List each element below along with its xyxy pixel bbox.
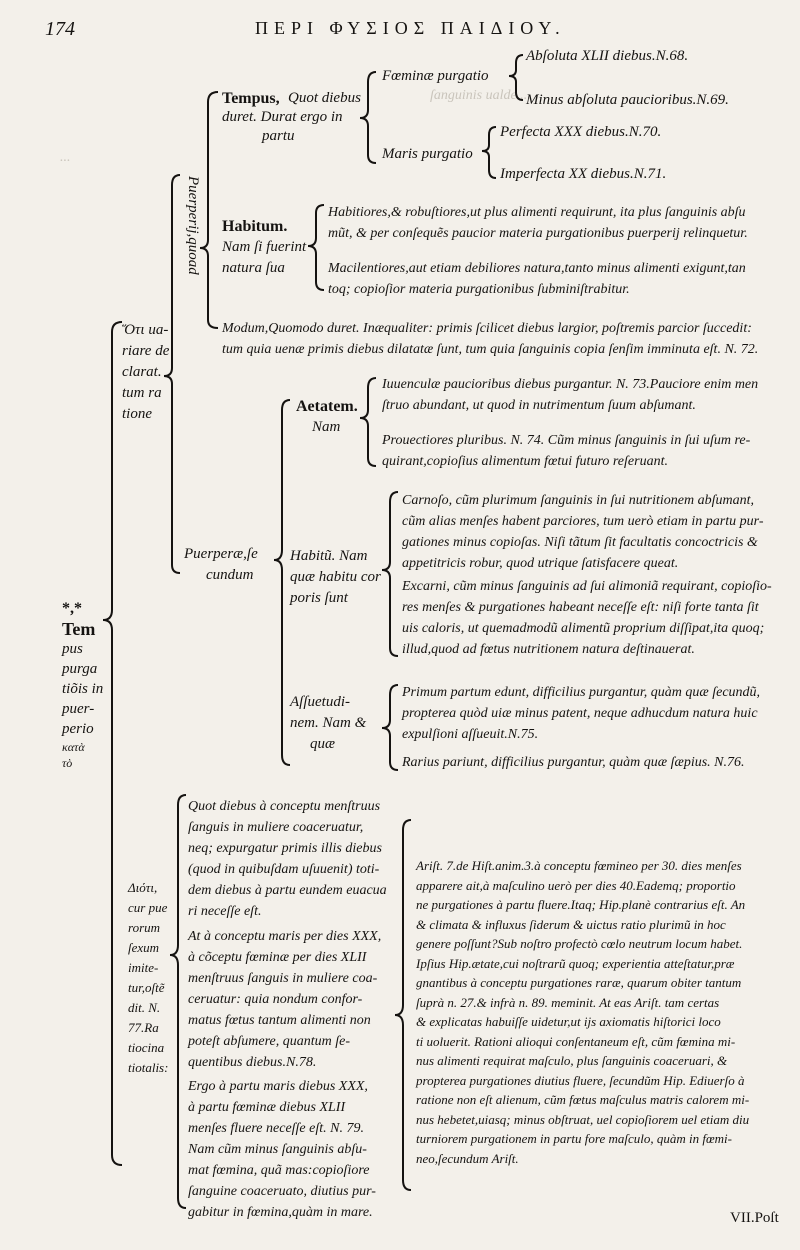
root-line: tiõis in	[62, 681, 104, 697]
macilentiores-entry	[328, 258, 746, 300]
dioti-line: 77.Ra	[128, 1020, 159, 1035]
prouectiores-entry	[382, 430, 750, 472]
entry-line: ſtruo abundant, ut quod in nutrimentum ſuum abſumant.	[382, 398, 696, 413]
entry-line: Ipſius Hip.ætate,cui noſtrarũ quoq; experientia atteſtatur,præ	[416, 955, 735, 971]
entry-line: menſtruus ſanguis in muliere coa-	[188, 971, 378, 986]
entry-line: gabitur in fœmina,quàm in mare.	[188, 1205, 373, 1220]
dioti-line: tiocina	[128, 1040, 165, 1055]
puerperae-node	[184, 544, 258, 586]
entry-line: Prouectiores pluribus. N. 74. Cũm minus ſanguinis in ſui uſum re-	[382, 433, 751, 448]
assuetudinem-line: nem. Nam &	[290, 715, 367, 731]
entry-line: tum quia uenæ primis diebus dilatatæ ſunt, tum quia ſanguinis copia ſenſim imminuta eſt. N. 72.	[222, 342, 759, 357]
entry-line: nus alimenti requirat maſculo, plus ſanguinis coaceruari, &	[416, 1053, 728, 1068]
habitu-line: Habitũ. Nam	[290, 548, 368, 564]
tempus-line: Quot diebus	[288, 90, 361, 106]
entry-line: ceruatur: quia nondum confor-	[188, 992, 363, 1007]
entry-line: gnantibus à conceptu purgationes raræ, quarum obiter tantum	[416, 975, 742, 990]
entry-line: & explicatas habuiſſe uidetur,ut ijs axiomatis hiſtorici loco	[416, 1014, 721, 1029]
dioti-node	[128, 878, 168, 1078]
entry-line: & climata & influxus ſiderum & uictus ratio plurimũ in hoc	[416, 916, 726, 932]
entry-line: à cõceptu fœminæ per dies XLII	[188, 950, 367, 965]
entry-line: At à conceptu maris per dies XXX,	[188, 929, 382, 944]
assuetudinem-line: Aſſuetudi-	[290, 694, 350, 710]
entry-line: mũt, & per conſequẽs paucior materia purgationibus puerperij relinquetur.	[328, 226, 748, 241]
excarni-entry	[402, 576, 772, 660]
habitu-line: poris ſunt	[290, 590, 348, 606]
root-node	[62, 598, 103, 771]
entry-line: uis caloris, ut quemadmodũ alimentũ proprium diſſipat,ita quoq;	[402, 621, 765, 636]
imperfecta-entry: Imperfecta XX diebus.N.71.	[500, 166, 667, 182]
root-line: perio	[62, 721, 94, 737]
dioti-line: imite-	[128, 960, 159, 975]
entry-line: Carnoſo, cũm plurimum ſanguinis in ſui nutritionem abſumant,	[402, 493, 754, 508]
entry-line: turniorem purgationem in partu fore maſculo, quàm in fœmi-	[416, 1131, 732, 1146]
entry-line: propterea purgationes diutius fluere, ſecundũm Hip. Ediuerſo à	[416, 1072, 745, 1088]
entry-line: Nam cũm minus ſanguinis abſu-	[188, 1142, 367, 1157]
habitu-node	[290, 546, 381, 609]
aristotle-commentary	[416, 856, 749, 1168]
entry-line: ſanguis in muliere coaceruatur,	[188, 820, 364, 835]
entry-line: appetitricis robur, quod utrique ſatisfacere queat.	[402, 556, 679, 571]
entry-line: neo,ſecundum Ariſt.	[416, 1150, 519, 1166]
assuetudinem-line: quæ	[310, 736, 336, 752]
entry-line: poteſt abſumere, quantum ſe-	[188, 1034, 351, 1049]
puerperii-label: Puerperij,quoad	[185, 176, 201, 275]
at-premise	[188, 926, 381, 1073]
root-line: κατὰ	[62, 740, 85, 754]
hoti-line: Ὅτι ua-	[122, 322, 169, 338]
habitum-node	[222, 216, 306, 279]
foeminae-purgatio: Fœminæ purgatio	[382, 68, 489, 84]
entry-line: Macilentiores,aut etiam debiliores natura,tanto minus alimenti exigunt,tan	[328, 261, 746, 276]
entry-line: quirant,copioſius alimentum fœtui futuro reſeruant.	[382, 454, 668, 469]
minus-absoluta-entry: Minus abſoluta paucioribus.N.69.	[526, 92, 729, 108]
dioti-line: tur,oſtẽ	[128, 980, 165, 995]
entry-line: dem diebus à partu eundem euacua	[188, 883, 387, 898]
tempus-line: partu	[262, 128, 295, 144]
root-line: puer-	[62, 701, 95, 717]
dioti-line: cur pue	[128, 900, 168, 915]
root-line: Tem	[62, 619, 96, 639]
entry-line: Iuuenculæ paucioribus diebus purgantur. N. 73.Pauciore enim men	[382, 377, 759, 392]
dioti-line: Διότι,	[128, 880, 158, 895]
habitu-line: quæ habitu cor	[290, 569, 381, 585]
entry-line: Ergo à partu maris diebus XXX,	[188, 1079, 368, 1094]
entry-line: neq; expurgatur primis illis diebus	[188, 841, 382, 856]
entry-line: genere poſſunt?Sub noſtro profectò cœlo neutrum locum habet.	[416, 936, 743, 951]
primum-entry	[402, 682, 760, 745]
entry-line: Quot diebus à conceptu menſtruus	[188, 799, 381, 814]
entry-line: ſuprà n. 27.& infrà n. 89. meminit. At eas Ariſt. tam certas	[416, 994, 720, 1010]
carnoso-entry	[402, 490, 763, 574]
habitum-title: Habitum.	[222, 218, 288, 235]
dioti-line: dit. N.	[128, 1000, 161, 1015]
entry-line: Ariſt. 7.de Hiſt.anim.3.à conceptu fœmineo per 30. dies menſes	[416, 858, 742, 873]
running-title: ΠΕΡΙ ΦΥΣΙΟΣ ΠΑΙΔΙΟΥ.	[255, 18, 566, 38]
entry-line: Habitiores,& robuſtiores,ut plus alimenti requirunt, ita plus ſanguinis abſu	[328, 205, 746, 220]
entry-line: Excarni, cũm minus ſanguinis ad ſui alimoniã requirant, copioſio-	[402, 579, 772, 594]
entry-line: ſanguine coaceruato, diutius pur-	[188, 1184, 376, 1199]
dioti-line: tiotalis:	[128, 1060, 169, 1075]
entry-line: Modum,Quomodo duret. Inæqualiter: primis ſcilicet diebus largior, poſtremis parcior ſuccedit:	[222, 321, 752, 336]
puerperae-line: cundum	[206, 567, 254, 583]
root-line: purga	[62, 661, 98, 677]
page-number: 174	[45, 18, 75, 40]
entry-line: expulſioni aſſueuit.N.75.	[402, 727, 539, 742]
rarius-entry: Rarius pariunt, difficilius purgantur, quàm quæ ſæpius. N.76.	[402, 755, 745, 770]
entry-line: ratione non eſt alienum, cũm fœtus maſculus matris calorem mi-	[416, 1092, 750, 1107]
entry-line: ri neceſſe eſt.	[188, 904, 262, 919]
bleed-through-text: ſanguinis ualde ...	[430, 88, 531, 103]
entry-line: Primum partum edunt, difficilius purgantur, quàm quæ ſecundũ,	[402, 685, 761, 700]
quot-premise	[188, 796, 387, 922]
entry-line: cũm alias menſes habent parciores, tum uerò etiam in partu pur-	[402, 514, 764, 529]
entry-line: propterea quòd uiæ minus patent, neque adhucdum natura huic	[402, 706, 758, 721]
entry-line: à partu fœminæ diebus XLII	[188, 1100, 346, 1115]
entry-line: menſes fluere neceſſe eſt. N. 79.	[188, 1121, 364, 1136]
entry-line: res menſes & purgationes habeant neceſſe eſt: niſi forte tanta ſit	[402, 600, 759, 615]
perfecta-entry: Perfecta XXX diebus.N.70.	[500, 124, 662, 140]
hoti-line: riare de	[122, 343, 170, 359]
entry-line: quentibus diebus.N.78.	[188, 1055, 317, 1070]
hoti-line: tione	[122, 406, 152, 422]
entry-line: ne purgationes à partu fluere.Itaq; Hip.planè contrarius eſt. An	[416, 897, 746, 912]
entry-line: (quod in quibuſdam uſuuenit) toti-	[188, 862, 380, 877]
habitum-line: Nam ſi fuerint	[222, 239, 307, 255]
entry-line: gationes minus copioſas. Niſi tãtum ſit facultatis concoctricis &	[402, 535, 758, 550]
entry-line: apparere ait,à maſculino uerò per dies 40.Eademq; proportio	[416, 877, 736, 893]
tempus-line: duret. Durat ergo in	[222, 109, 343, 125]
ergo-conclusion	[188, 1076, 376, 1223]
absoluta-entry: Abſoluta XLII diebus.N.68.	[526, 48, 689, 64]
entry-line: toq; copioſior materia purgationibus ſubminiſtrabitur.	[328, 282, 630, 297]
root-line: τὸ	[62, 756, 73, 770]
aetatem-line: Nam	[312, 419, 341, 435]
hoti-line: tum ra	[122, 385, 162, 401]
puerperae-line: Puerperæ,ſe	[184, 546, 258, 562]
aetatem-node	[296, 396, 358, 438]
root-marker: *,*	[62, 600, 82, 617]
dioti-line: rorum	[128, 920, 161, 935]
iuuenculae-entry	[382, 374, 758, 416]
entry-line: matus fœtus tantum alimenti non	[188, 1013, 371, 1028]
hoti-node	[122, 320, 169, 425]
entry-line: ti uoluerit. Rationi alioqui conſentaneum eſt, cũm fœmina mi-	[416, 1033, 736, 1049]
maris-purgatio: Maris purgatio	[382, 146, 473, 162]
modum-entry	[222, 318, 758, 360]
hoti-line: clarat.	[122, 364, 162, 380]
entry-line: illud,quod ad fœtus nutritionem natura deſtinauerat.	[402, 642, 695, 657]
catchword: VII.Poſt	[730, 1210, 779, 1226]
entry-line: mat fœmina, quã mas:copioſiore	[188, 1163, 370, 1178]
habitiores-entry	[328, 202, 748, 244]
bleed-through-text: ...	[60, 150, 71, 165]
habitum-line: natura ſua	[222, 260, 285, 276]
tempus-title: Tempus,	[222, 90, 280, 107]
dioti-line: ſexum	[128, 940, 160, 955]
root-line: pus	[62, 641, 83, 657]
assuetudinem-node	[290, 692, 366, 755]
aetatem-title: Aetatem.	[296, 398, 358, 415]
tempus-node	[222, 88, 361, 144]
entry-line: nus hebetet,uiasq; minus obſtruat, uel copioſiorem uel etiam diu	[416, 1111, 750, 1127]
